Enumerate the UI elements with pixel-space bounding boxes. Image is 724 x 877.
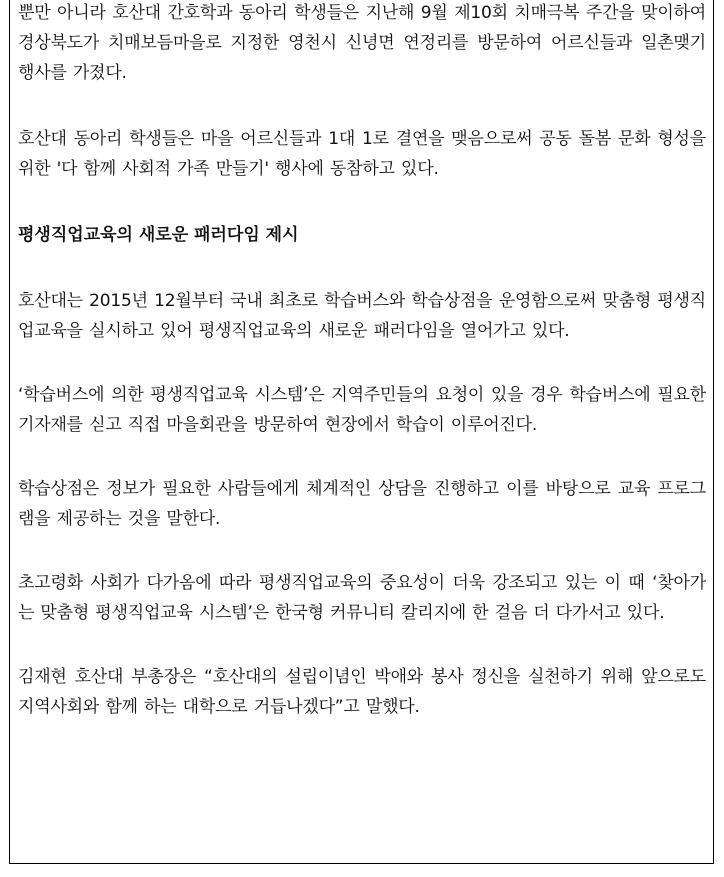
article-body xyxy=(18,0,706,722)
paragraph-community-college: 초고령화 사회가 다가옴에 따라 평생직업교육의 중요성이 더욱 강조되고 있는 이 때 ‘찾아가는 맞춤형 평생직업교육 시스템’은 한국형 커뮤니티 칼리지에 한 걸음 더 다가서고 있다. xyxy=(18,573,706,623)
paragraph-social-family: 호산대 동아리 학생들은 마을 어르신들과 1대 1로 결연을 맺음으로써 공동 돌봄 문화 형성을 위한 '다 함께 사회적 가족 만들기' 행사에 동참하고 있다. xyxy=(18,129,706,179)
paragraph-learning-bus-system: ‘학습버스에 의한 평생직업교육 시스템’은 지역주민들의 요청이 있을 경우 학습버스에 필요한 기자재를 싣고 직접 마을회관을 방문하여 현장에서 학습이 이루어진다. xyxy=(18,385,706,435)
paragraph-vice-president-quote: 김재현 호산대 부총장은 “호산대의 설립이념인 박애와 봉사 정신을 실천하기 위해 앞으로도 지역사회와 함께 하는 대학으로 거듭나겠다”고 말했다. xyxy=(18,667,706,717)
paragraph-learning-store: 학습상점은 정보가 필요한 사람들에게 체계적인 상담을 진행하고 이를 바탕으로 교육 프로그램을 제공하는 것을 말한다. xyxy=(18,479,706,529)
section-heading: 평생직업교육의 새로운 패러다임 제시 xyxy=(18,225,299,245)
paragraph-learning-bus-intro: 호산대는 2015년 12월부터 국내 최초로 학습버스와 학습상점을 운영함으로써 맞춤형 평생직업교육을 실시하고 있어 평생직업교육의 새로운 패러다임을 열어가고 있다. xyxy=(18,291,706,341)
paragraph-dementia-event: 뿐만 아니라 호산대 간호학과 동아리 학생들은 지난해 9월 제10회 치매극복 주간을 맞이하여 경상북도가 치매보듬마을로 지정한 영천시 신녕면 연정리를 방문하여 어르신들과 일촌맺기 행사를 가졌다. xyxy=(18,3,706,83)
